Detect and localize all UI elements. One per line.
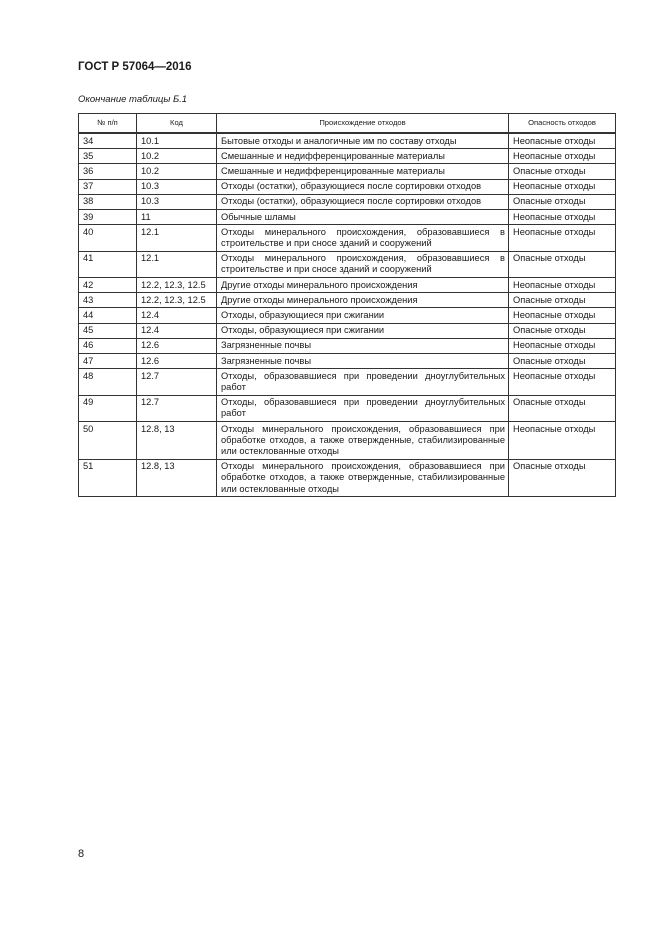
- code-cell: 12.6: [137, 338, 217, 353]
- hazard-cell: Неопасные отходы: [509, 308, 616, 323]
- table-header-row: [79, 114, 616, 134]
- hazard-cell: Опасные отходы: [509, 354, 616, 369]
- code-cell: 12.4: [137, 323, 217, 338]
- code-cell: 12.1: [137, 251, 217, 277]
- origin-cell: Смешанные и недифференцированные материалы: [217, 164, 509, 179]
- table-row: [79, 251, 616, 277]
- hazard-cell: Опасные отходы: [509, 194, 616, 209]
- row-number-cell: 38: [79, 194, 137, 209]
- code-cell: 12.6: [137, 354, 217, 369]
- hazard-cell: Неопасные отходы: [509, 369, 616, 395]
- table-row: [79, 164, 616, 179]
- code-cell: 12.4: [137, 308, 217, 323]
- table-caption: Окончание таблицы Б.1: [78, 94, 188, 105]
- code-cell: 12.2, 12.3, 12.5: [137, 278, 217, 293]
- code-cell: 10.1: [137, 133, 217, 149]
- document-title: ГОСТ Р 57064—2016: [78, 61, 192, 73]
- origin-cell: Загрязненные почвы: [217, 354, 509, 369]
- hazard-cell: Неопасные отходы: [509, 278, 616, 293]
- hazard-cell: Опасные отходы: [509, 395, 616, 421]
- table-row: [79, 308, 616, 323]
- column-header-hazard: Опасность отходов: [509, 114, 616, 134]
- row-number-cell: 50: [79, 422, 137, 460]
- row-number-cell: 48: [79, 369, 137, 395]
- origin-cell: Отходы (остатки), образующиеся после сортировки отходов: [217, 194, 509, 209]
- column-header-origin: Происхождение отходов: [217, 114, 509, 134]
- origin-cell: Бытовые отходы и аналогичные им по составу отходы: [217, 133, 509, 149]
- row-number-cell: 42: [79, 278, 137, 293]
- origin-cell: Отходы минерального происхождения, образовавшиеся в строительстве и при сносе зданий и сооружений: [217, 251, 509, 277]
- table-row: [79, 225, 616, 251]
- hazard-cell: Опасные отходы: [509, 323, 616, 338]
- origin-cell: Отходы минерального происхождения, образовавшиеся при обработке отходов, а также отвержденные, стабилизированные или остеклованные отходы: [217, 422, 509, 460]
- table-row: [79, 133, 616, 149]
- code-cell: 10.3: [137, 179, 217, 194]
- row-number-cell: 35: [79, 149, 137, 164]
- origin-cell: Отходы (остатки), образующиеся после сортировки отходов: [217, 179, 509, 194]
- column-header-number: № п/п: [79, 114, 137, 134]
- row-number-cell: 46: [79, 338, 137, 353]
- table-row: [79, 210, 616, 225]
- hazard-cell: Неопасные отходы: [509, 338, 616, 353]
- hazard-cell: Неопасные отходы: [509, 225, 616, 251]
- row-number-cell: 43: [79, 293, 137, 308]
- row-number-cell: 44: [79, 308, 137, 323]
- hazard-cell: Опасные отходы: [509, 164, 616, 179]
- origin-cell: Отходы, образующиеся при сжигании: [217, 323, 509, 338]
- row-number-cell: 41: [79, 251, 137, 277]
- table-row: [79, 194, 616, 209]
- code-cell: 12.7: [137, 395, 217, 421]
- row-number-cell: 37: [79, 179, 137, 194]
- column-header-code: Код: [137, 114, 217, 134]
- hazard-cell: Опасные отходы: [509, 293, 616, 308]
- table-row: [79, 395, 616, 421]
- table-row: [79, 354, 616, 369]
- code-cell: 10.2: [137, 164, 217, 179]
- row-number-cell: 39: [79, 210, 137, 225]
- row-number-cell: 34: [79, 133, 137, 149]
- code-cell: 12.2, 12.3, 12.5: [137, 293, 217, 308]
- table-row: [79, 369, 616, 395]
- table-row: [79, 293, 616, 308]
- page-number: 8: [78, 848, 85, 860]
- origin-cell: Другие отходы минерального происхождения: [217, 293, 509, 308]
- table-row: [79, 179, 616, 194]
- waste-table: [78, 113, 616, 497]
- code-cell: 12.8, 13: [137, 459, 217, 497]
- row-number-cell: 36: [79, 164, 137, 179]
- hazard-cell: Неопасные отходы: [509, 422, 616, 460]
- origin-cell: Смешанные и недифференцированные материалы: [217, 149, 509, 164]
- origin-cell: Отходы минерального происхождения, образовавшиеся в строительстве и при сносе зданий и сооружений: [217, 225, 509, 251]
- row-number-cell: 45: [79, 323, 137, 338]
- row-number-cell: 51: [79, 459, 137, 497]
- origin-cell: Загрязненные почвы: [217, 338, 509, 353]
- row-number-cell: 40: [79, 225, 137, 251]
- table-row: [79, 422, 616, 460]
- code-cell: 12.7: [137, 369, 217, 395]
- table-row: [79, 338, 616, 353]
- table-row: [79, 323, 616, 338]
- table-row: [79, 149, 616, 164]
- hazard-cell: Неопасные отходы: [509, 210, 616, 225]
- hazard-cell: Опасные отходы: [509, 459, 616, 497]
- origin-cell: Отходы минерального происхождения, образовавшиеся при обработке отходов, а также отвержденные, стабилизированные или остеклованные отходы: [217, 459, 509, 497]
- code-cell: 10.3: [137, 194, 217, 209]
- code-cell: 11: [137, 210, 217, 225]
- origin-cell: Обычные шламы: [217, 210, 509, 225]
- origin-cell: Отходы, образовавшиеся при проведении дноуглубительных работ: [217, 369, 509, 395]
- origin-cell: Отходы, образовавшиеся при проведении дноуглубительных работ: [217, 395, 509, 421]
- hazard-cell: Опасные отходы: [509, 251, 616, 277]
- row-number-cell: 49: [79, 395, 137, 421]
- code-cell: 12.1: [137, 225, 217, 251]
- table-row: [79, 278, 616, 293]
- code-cell: 10.2: [137, 149, 217, 164]
- origin-cell: Отходы, образующиеся при сжигании: [217, 308, 509, 323]
- hazard-cell: Неопасные отходы: [509, 149, 616, 164]
- hazard-cell: Неопасные отходы: [509, 133, 616, 149]
- table-row: [79, 459, 616, 497]
- row-number-cell: 47: [79, 354, 137, 369]
- code-cell: 12.8, 13: [137, 422, 217, 460]
- origin-cell: Другие отходы минерального происхождения: [217, 278, 509, 293]
- hazard-cell: Неопасные отходы: [509, 179, 616, 194]
